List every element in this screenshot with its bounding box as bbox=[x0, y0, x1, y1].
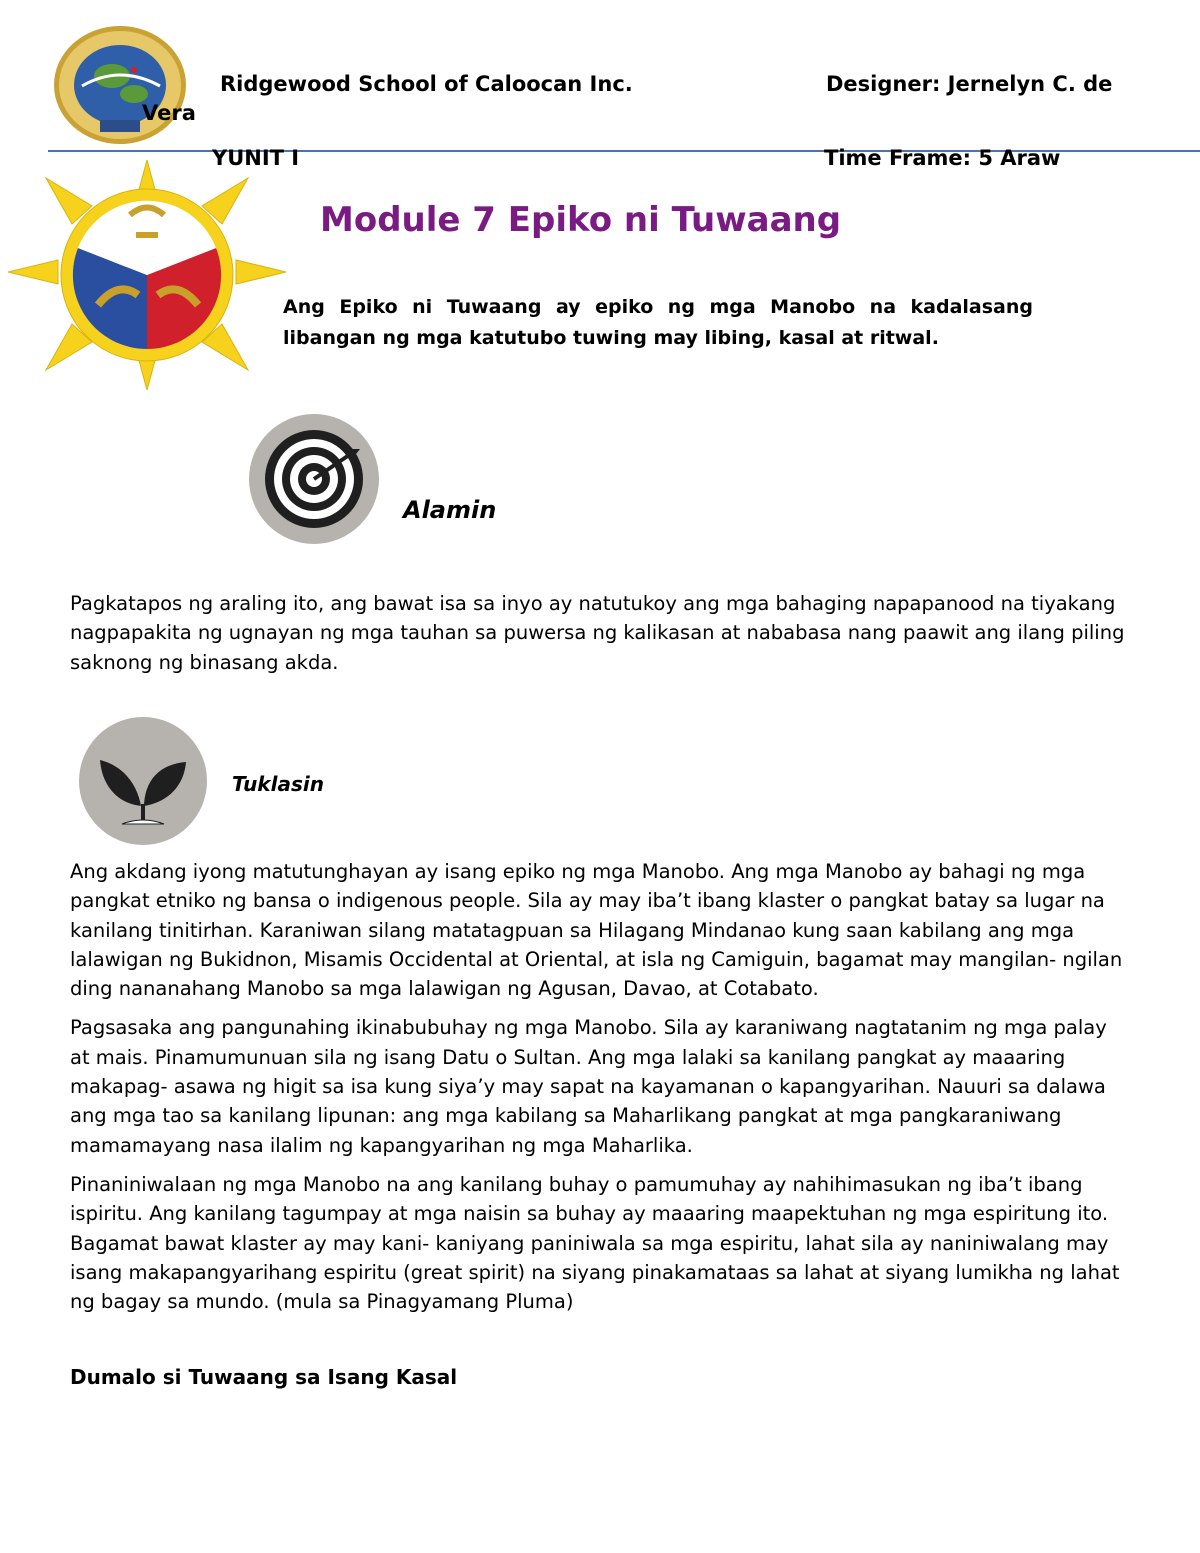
sun-emblem bbox=[8, 160, 286, 390]
school-seal bbox=[52, 24, 188, 146]
tuklasin-paragraph-2: Pagsasaka ang pangunahing ikinabubuhay ng mga Manobo. Sila ay karaniwang nagtatanim ng mga palay at mais. Pinamumunuan sila ng isang Datu o Sultan. Ang mga lalaki sa kanilang pangkat ay maaaring makapag- asawa ng higit sa isa kung siya’y may sapat na kayamanan o kapangyarihan. Nauuri sa dalawa ang mga tao sa kanilang lipunan: ang mga kabilang sa Maharlikang pangkat at mga pangkaraniwang mamamayang nasa ilalim ng kapangyarihan ng mga Maharlika. bbox=[70, 1016, 1107, 1157]
target-icon bbox=[248, 413, 380, 545]
alamin-paragraph: Pagkatapos ng araling ito, ang bawat isa sa inyo ay natutukoy ang mga bahaging napapanood na tiyakang nagpapakita ng ugnayan ng mga tauhan sa puwersa ng kalikasan at nababasa nang paawit ang ilang piling saknong ng binasang akda. bbox=[70, 592, 1125, 674]
subheading: Dumalo si Tuwaang sa Isang Kasal bbox=[70, 1365, 458, 1389]
tuklasin-paragraph-1: Ang akdang iyong matutunghayan ay isang epiko ng mga Manobo. Ang mga Manobo ay bahagi ng mga pangkat etniko ng bansa o indigenous people. Sila ay may iba’t ibang klaster o pangkat batay sa lugar na kanilang tinitirhan. Karaniwan silang matatagpuan sa Hilagang Mindanao kung saan kabilang ang mga lalawigan ng Bukidnon, Misamis Occidental at Oriental, at isla ng Camiguin, bagamat may mangilan- ngilan ding nananahang Manobo sa mga lalawigan ng Agusan, Davao, at Cotabato. bbox=[70, 860, 1123, 1001]
module-title: Module 7 Epiko ni Tuwaang bbox=[320, 200, 842, 240]
intro-text: Ang Epiko ni Tuwaang ay epiko ng mga Manobo na kadalasang libangan ng mga katutubo tuwing may libing, kasal at ritwal. bbox=[283, 296, 1033, 349]
alamin-text bbox=[70, 589, 1132, 687]
designer: Designer: Jernelyn C. de bbox=[826, 72, 1113, 96]
designer-continued: Vera bbox=[142, 101, 196, 125]
tuklasin-paragraph-3: Pinaniniwalaan ng mga Manobo na ang kanilang buhay o pamumuhay ay nahihimasukan ng iba’t ibang ispiritu. Ang kanilang tagumpay at mga naisin sa buhay ay maaaring maapektuhan ng mga espiritung ito. Bagamat bawat klaster ay may kani- kaniyang paniniwala sa mga espiritu, lahat sila ay naniniwalang may isang makapangyarihang espiritu (great spirit) na siyang pinakamataas sa lahat at siyang lumikha ng lahat ng bagay sa mundo. (mula sa Pinagyamang Pluma) bbox=[70, 1172, 1120, 1314]
tuklasin-body bbox=[70, 857, 1132, 1326]
time-frame: Time Frame: 5 Araw bbox=[824, 146, 1061, 170]
unit-label: YUNIT I bbox=[212, 146, 300, 170]
school-name: Ridgewood School of Caloocan Inc. bbox=[220, 72, 633, 96]
tuklasin-heading: Tuklasin bbox=[232, 772, 324, 796]
plant-icon bbox=[78, 716, 208, 846]
alamin-heading: Alamin bbox=[403, 496, 497, 524]
